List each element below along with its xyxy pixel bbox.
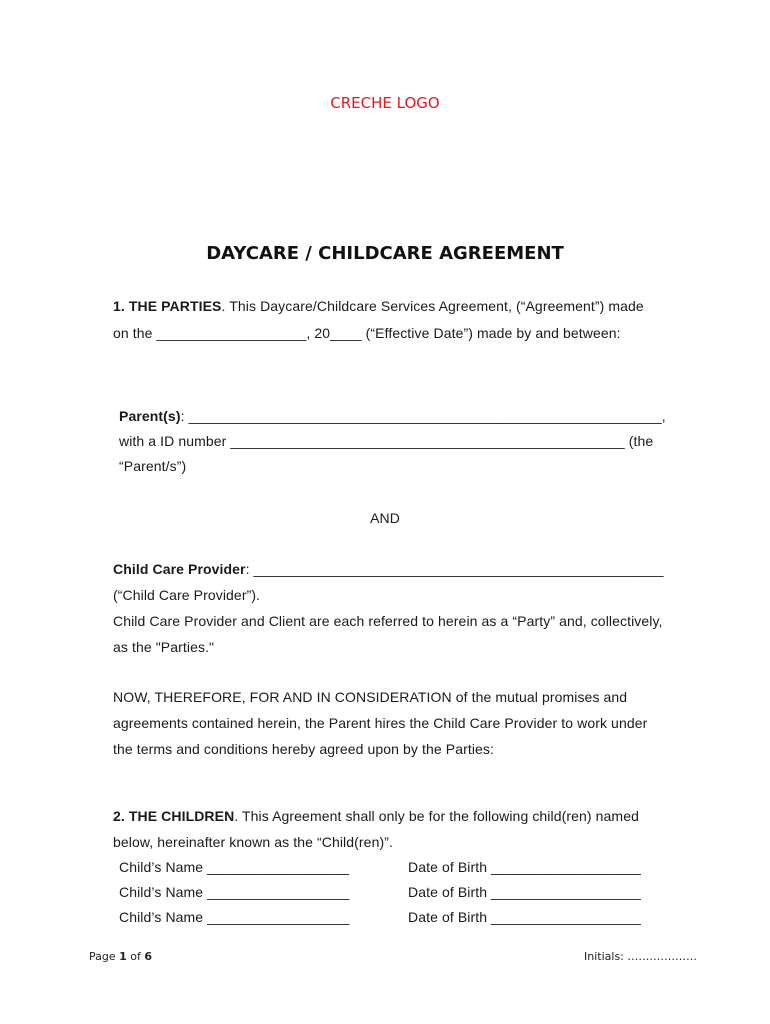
parents-line-1: [119, 408, 666, 424]
child-name-field: Child’s Name __________________: [119, 859, 350, 875]
child-dob-field: Date of Birth ___________________: [408, 884, 641, 900]
page-number: [89, 950, 152, 963]
creche-logo-placeholder: CRECHE LOGO: [330, 94, 440, 112]
section-2-line-1: [113, 808, 639, 824]
section-2-line-1-text: . This Agreement shall only be for the following child(ren) named: [234, 808, 639, 824]
parents-name-field: : ____________________________________________________________,: [180, 408, 666, 424]
parties-definition-line-1: Child Care Provider and Client are each referred to herein as a “Party” and, collectively,: [113, 613, 663, 629]
provider-line-1: [113, 561, 664, 577]
provider-name-field: : ____________________________________________________: [245, 561, 664, 577]
child-name-field: Child’s Name __________________: [119, 909, 350, 925]
consideration-line-2: agreements contained herein, the Parent hires the Child Care Provider to work under: [113, 715, 648, 731]
initials-field: Initials: ……………….: [584, 950, 697, 963]
page-total: 6: [144, 950, 153, 963]
section-2-heading: 2. THE CHILDREN: [113, 808, 235, 824]
provider-definition: (“Child Care Provider”).: [113, 587, 261, 603]
child-dob-field: Date of Birth ___________________: [408, 859, 641, 875]
page-prefix: Page: [89, 950, 120, 963]
provider-label: Child Care Provider: [113, 561, 246, 577]
child-name-field: Child’s Name __________________: [119, 884, 350, 900]
section-1-line-2: on the ___________________, 20____ (“Effective Date”) made by and between:: [113, 325, 621, 341]
parties-definition-line-2: as the "Parties.": [113, 639, 215, 655]
and-separator: AND: [370, 510, 400, 526]
section-1-line-1: [113, 298, 644, 314]
section-1-line-1-text: . This Daycare/Childcare Services Agreement, (“Agreement”) made: [221, 298, 644, 314]
section-2-line-2: below, hereinafter known as the “Child(ren)”.: [113, 834, 393, 850]
consideration-line-3: the terms and conditions hereby agreed upon by the Parties:: [113, 741, 495, 757]
consideration-line-1: NOW, THEREFORE, FOR AND IN CONSIDERATION of the mutual promises and: [113, 689, 628, 705]
page-mid: of: [126, 950, 145, 963]
document-title: DAYCARE / CHILDCARE AGREEMENT: [206, 243, 564, 264]
parents-label: Parent(s): [119, 408, 181, 424]
parents-definition: “Parent/s”): [119, 458, 187, 474]
child-dob-field: Date of Birth ___________________: [408, 909, 641, 925]
parents-id-field: with a ID number __________________________________________________ (the: [119, 433, 654, 449]
page-current: 1: [119, 950, 127, 963]
section-1-heading: 1. THE PARTIES: [113, 298, 222, 314]
